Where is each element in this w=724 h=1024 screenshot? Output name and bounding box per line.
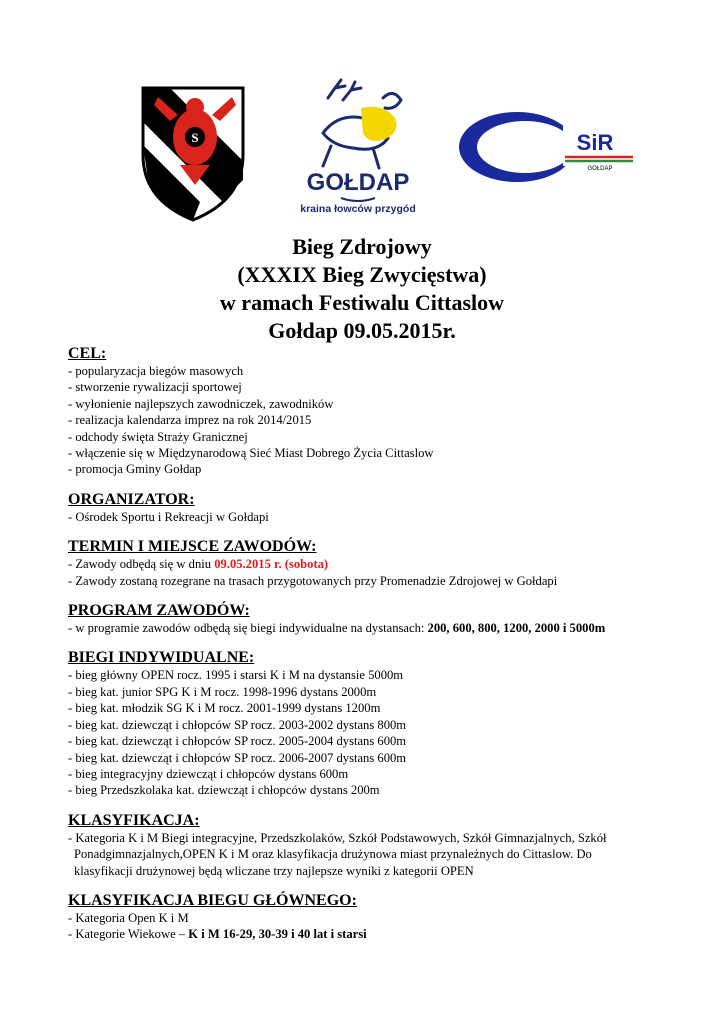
list-item: - bieg kat. dziewcząt i chłopców SP rocz. 2006-2007 dystans 600m bbox=[68, 750, 407, 765]
heading-klasyfikacja: KLASYFIKACJA: bbox=[68, 811, 200, 829]
list-item: - Kategoria Open K i M bbox=[68, 910, 189, 925]
program-line bbox=[68, 620, 708, 636]
heading-organizator: ORGANIZATOR: bbox=[68, 490, 195, 508]
title-line-3: w ramach Festiwalu Cittaslow bbox=[219, 290, 505, 315]
svg-text:SiR: SiR bbox=[576, 130, 614, 155]
klasyfikacja-line: klasyfikacji drużynowej będą wliczane trzy najlepsze wyniki z kategorii OPEN bbox=[74, 863, 474, 878]
termin-date-line bbox=[68, 556, 708, 572]
list-item: - wyłonienie najlepszych zawodniczek, zawodników bbox=[68, 396, 334, 411]
list-item: - promocja Gminy Gołdap bbox=[68, 462, 202, 477]
list-item: - bieg integracyjny dziewcząt i chłopców dystans 600m bbox=[68, 766, 349, 781]
list-item: - bieg kat. dziewcząt i chłopców SP rocz. 2005-2004 dystans 600m bbox=[68, 734, 407, 749]
termin-date-prefix: - Zawody odbędą się w dniu bbox=[68, 557, 215, 572]
title-line-1: Bieg Zdrojowy bbox=[292, 234, 432, 259]
list-item: - Ośrodek Sportu i Rekreacji w Gołdapi bbox=[68, 509, 269, 524]
list-item: - Zawody zostaną rozegrane na trasach przygotowanych przy Promenadzie Zdrojowej w Gołdapi bbox=[68, 573, 558, 588]
klasyfikacja-line: - Kategoria K i M Biegi integracyjne, Przedszkolaków, Szkół Podstawowych, Szkół Gimnazjalnych, Szkół bbox=[68, 830, 607, 845]
klasyfikacja-line: Ponadgimnazjalnych,OPEN K i M oraz klasyfikacja drużynowa miast przynależnych do Cittaslow. Do bbox=[74, 847, 592, 862]
age-categories-prefix: - Kategorie Wiekowe – bbox=[68, 927, 189, 942]
svg-text:S: S bbox=[191, 130, 199, 145]
program-prefix: - w programie zawodów odbędą się biegi indywidualne na dystansach: bbox=[68, 621, 428, 636]
section-klasyfikacja bbox=[68, 811, 708, 879]
section-termin bbox=[68, 537, 708, 589]
list-item: - bieg kat. junior SPG K i M rocz. 1998-1996 dystans 2000m bbox=[68, 684, 377, 699]
heading-program: PROGRAM ZAWODÓW: bbox=[68, 602, 250, 620]
coat-of-arms-logo bbox=[140, 85, 246, 223]
logo-row bbox=[0, 0, 724, 230]
title-line-2: (XXXIX Bieg Zwycięstwa) bbox=[237, 262, 487, 287]
section-organizator bbox=[68, 490, 708, 525]
svg-text:GOŁDAP: GOŁDAP bbox=[587, 166, 613, 172]
list-item: - bieg główny OPEN rocz. 1995 i starsi K i M na dystansie 5000m bbox=[68, 668, 404, 683]
title-line-4: Gołdap 09.05.2015r. bbox=[268, 318, 456, 343]
section-klasyfikacja-glowna bbox=[68, 891, 708, 943]
document-body bbox=[68, 344, 708, 955]
list-item: - popularyzacja biegów masowych bbox=[68, 364, 244, 378]
list-item: - bieg kat. młodzik SG K i M rocz. 2001-1999 dystans 1200m bbox=[68, 701, 381, 716]
heading-biegi: BIEGI INDYWIDUALNE: bbox=[68, 649, 255, 667]
list-item: - realizacja kalendarza imprez na rok 2014/2015 bbox=[68, 413, 312, 428]
title-block bbox=[0, 233, 724, 345]
section-cel bbox=[68, 344, 708, 478]
section-program bbox=[68, 601, 708, 636]
list-item: - włączenie się w Międzynarodową Sieć Miast Dobrego Życia Cittaslow bbox=[68, 446, 434, 461]
age-categories: K i M 16-29, 30-39 i 40 lat i starsi bbox=[188, 927, 367, 942]
svg-text:GOŁDAP: GOŁDAP bbox=[306, 169, 410, 196]
program-distances: 200, 600, 800, 1200, 2000 i 5000m bbox=[427, 621, 606, 636]
section-biegi bbox=[68, 648, 708, 798]
list-item: - odchody święta Straży Granicznej bbox=[68, 429, 248, 444]
age-categories-line bbox=[68, 926, 708, 942]
heading-cel: CEL: bbox=[68, 345, 107, 362]
heading-termin: TERMIN I MIEJSCE ZAWODÓW: bbox=[68, 538, 317, 556]
sir-logo bbox=[455, 108, 640, 186]
list-item: - bieg kat. dziewcząt i chłopców SP rocz. 2003-2002 dystans 800m bbox=[68, 717, 407, 732]
goldap-logo bbox=[283, 78, 433, 218]
event-date: 09.05.2015 r. (sobota) bbox=[214, 557, 329, 572]
svg-text:kraina łowców przygód: kraina łowców przygód bbox=[300, 203, 416, 215]
list-item: - bieg Przedszkolaka kat. dziewcząt i chłopców dystans 200m bbox=[68, 783, 380, 798]
list-item: - stworzenie rywalizacji sportowej bbox=[68, 380, 242, 395]
heading-klasyfikacja-glowna: KLASYFIKACJA BIEGU GŁÓWNEGO: bbox=[68, 891, 357, 909]
